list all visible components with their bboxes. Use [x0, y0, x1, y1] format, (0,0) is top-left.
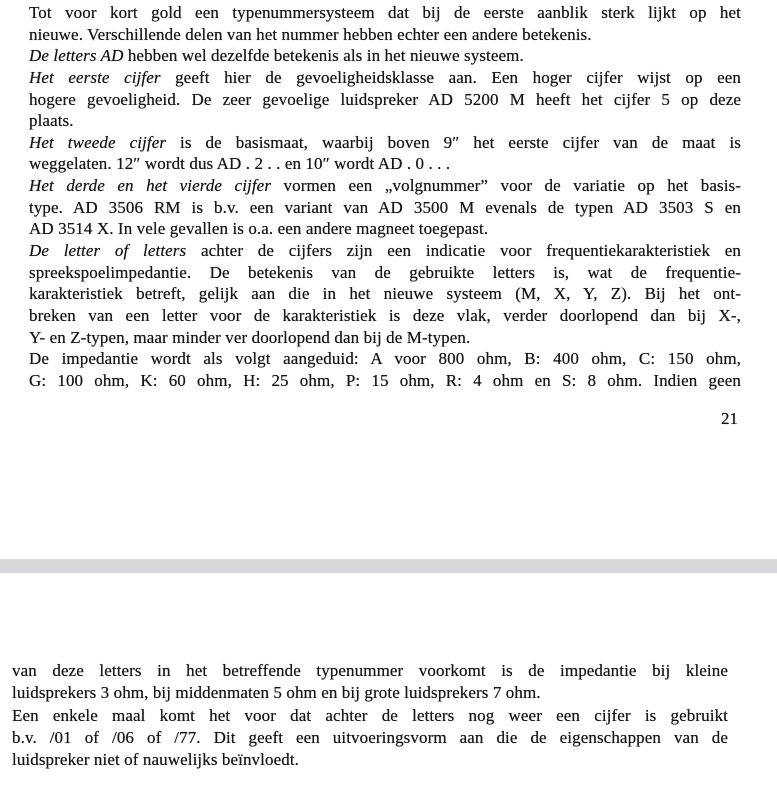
- text-line: De impedantie wordt als volgt aangeduid: A voor 800 ohm, B: 400 ohm, C: 150 ohm,: [29, 349, 741, 369]
- text-line: De letter of letters achter de cijfers zijn een indicatie voor frequentiekarakteristiek en: [29, 241, 741, 261]
- page-number-row: [29, 409, 738, 429]
- page-number: 21: [721, 409, 738, 428]
- text-line: Het derde en het vierde cijfer vormen een „volgnummer” voor de variatie op het basis-: [29, 176, 741, 196]
- text-line: van deze letters in het betreffende typenummer voorkomt is de impedantie bij kleine: [12, 661, 728, 680]
- text-line: Een enkele maal komt het voor dat achter de letters nog weer een cijfer is gebruikt: [12, 705, 728, 725]
- italic-lead-phrase: Het tweede cijfer: [29, 132, 167, 152]
- text-line: AD 3514 X. In vele gevallen is o.a. een andere magneet toegepast.: [29, 219, 489, 239]
- italic-lead-phrase: De letters AD: [29, 46, 124, 66]
- text-line: De letters AD hebben wel dezelfde betekenis als in het nieuwe systeem.: [29, 46, 524, 66]
- text-line: Het tweede cijfer is de basismaat, waarbij boven 9″ het eerste cijfer van de maat is: [29, 132, 741, 152]
- italic-lead-phrase: De letter of letters: [29, 241, 187, 261]
- text-line: luidspreker niet of nauwelijks beïnvloedt.: [12, 750, 299, 770]
- italic-lead-phrase: Het eerste cijfer: [29, 67, 161, 87]
- text-line: spreekspoelimpedantie. De betekenis van de gebruikte letters is, wat de frequentie-: [29, 262, 741, 282]
- text-line: G: 100 ohm, K: 60 ohm, H: 25 ohm, P: 15 ohm, R: 4 ohm en S: 8 ohm. Indien geen: [29, 370, 741, 390]
- text-line: b.v. /01 of /06 of /77. Dit geeft een uitvoeringsvorm aan die de eigenschappen van de: [12, 727, 728, 747]
- text-line: plaats.: [29, 111, 74, 131]
- page-divider-band: [0, 559, 777, 573]
- text-line: weggelaten. 12″ wordt dus AD . 2 . . en 10″ wordt AD . 0 . . .: [29, 154, 451, 174]
- italic-lead-phrase: Het derde en het vierde cijfer: [29, 176, 272, 196]
- text-line: karakteristiek betreft, gelijk aan die in het nieuwe systeem (M, X, Y, Z). Bij het ont-: [29, 284, 741, 304]
- text-line: luidsprekers 3 ohm, bij middenmaten 5 ohm en bij grote luidsprekers 7 ohm.: [12, 683, 541, 703]
- text-line: hogere gevoeligheid. De zeer gevoelige luidspreker AD 5200 M heeft het cijfer 5 op deze: [29, 89, 741, 109]
- bottom-page-text-block: [12, 660, 728, 771]
- text-line: Tot voor kort gold een typenummersysteem dat bij de eerste aanblik sterk lijkt op het: [29, 3, 741, 22]
- text-line: type. AD 3506 RM is b.v. een variant van AD 3500 M evenals de typen AD 3503 S en: [29, 197, 741, 217]
- text-line: nieuwe. Verschillende delen van het nummer hebben echter een andere betekenis.: [29, 24, 592, 44]
- text-line: breken van een letter voor de karakteristiek is deze vlak, verder doorlopend dan bij X-,: [29, 305, 741, 325]
- text-line: Het eerste cijfer geeft hier de gevoeligheidsklasse aan. Een hoger cijfer wijst op een: [29, 67, 741, 87]
- top-page-text-block: [29, 2, 741, 392]
- text-line: Y- en Z-typen, maar minder ver doorlopend dan bij de M-typen.: [29, 327, 471, 347]
